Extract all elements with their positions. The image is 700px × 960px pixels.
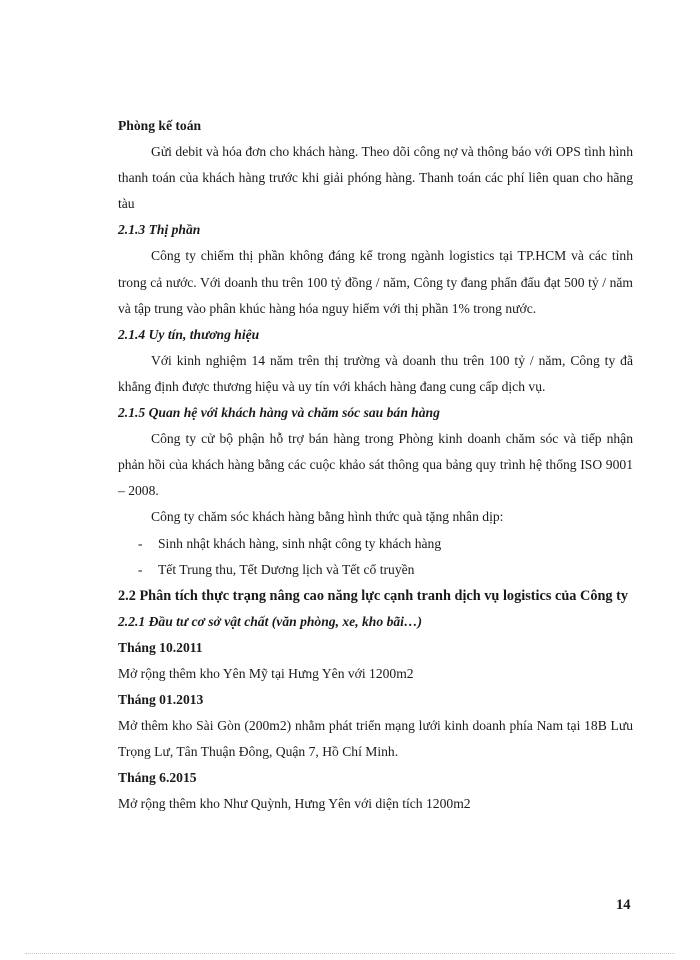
- milestone-body: Mở rộng thêm kho Như Quỳnh, Hưng Yên với diện tích 1200m2: [118, 796, 471, 812]
- phong-ke-toan-body: Gửi debit và hóa đơn cho khách hàng. Theo dõi công nợ và thông báo với OPS tình hình thanh toán của khách hàng trước khi giải phóng hàng. Thanh toán các phí liên quan cho hãng tàu: [118, 144, 633, 212]
- milestone-body: Mở thêm kho Sài Gòn (200m2) nhằm phát triển mạng lưới kinh doanh phía Nam tại 18B Lưu Trọng Lư, Tân Thuận Đông, Quận 7, Hồ Chí Minh.: [118, 718, 633, 760]
- milestone-body: Mở rộng thêm kho Yên Mỹ tại Hưng Yên với 1200m2: [118, 665, 414, 681]
- quan-he-body: Công ty cử bộ phận hỗ trợ bán hàng trong Phòng kinh doanh chăm sóc và tiếp nhận phản hồi của khách hàng bằng các cuộc khảo sát thông qua bảng quy trình hệ thống ISO 9001 – 2008.: [118, 431, 633, 499]
- uy-tin-body: Với kinh nghiệm 14 năm trên thị trường và doanh thu trên 100 tỷ / năm, Công ty đã khẳng định được thương hiệu và uy tín với khách hàng đang cung cấp dịch vụ.: [118, 352, 633, 394]
- cham-soc-intro: Công ty chăm sóc khách hàng bằng hình thức quà tặng nhân dịp:: [151, 509, 504, 525]
- dau-tu-heading: 2.2.1 Đầu tư cơ sở vật chất (văn phòng, xe, kho bãi…): [118, 613, 423, 629]
- bullet-text: Tết Trung thu, Tết Dương lịch và Tết cổ truyền: [158, 561, 415, 577]
- list-item: [118, 531, 633, 557]
- bullet-text: Sinh nhật khách hàng, sinh nhật công ty khách hàng: [158, 535, 442, 551]
- milestone-heading: Tháng 10.2011: [118, 639, 203, 655]
- bullet-marker: -: [138, 561, 143, 577]
- bullet-marker: -: [138, 535, 143, 551]
- milestone-heading: Tháng 01.2013: [118, 692, 204, 708]
- section-2-2-heading: 2.2 Phân tích thực trạng nâng cao năng lực cạnh tranh dịch vụ logistics của Công ty: [118, 587, 629, 604]
- list-item: [118, 557, 633, 583]
- quan-he-heading: 2.1.5 Quan hệ với khách hàng và chăm sóc sau bán hàng: [118, 405, 440, 421]
- uy-tin-heading: 2.1.4 Uy tín, thương hiệu: [118, 326, 260, 342]
- milestone-heading: Tháng 6.2015: [118, 770, 197, 786]
- page-bottom-border: [25, 953, 675, 954]
- thi-phan-body: Công ty chiếm thị phần không đáng kể trong ngành logistics tại TP.HCM và các tỉnh trong cả nước. Với doanh thu trên 100 tỷ đồng / năm, Công ty đang phấn đấu đạt 500 tỷ / năm và tập trung vào phân khúc hàng hóa nguy hiểm với thị phần 1% trong nước.: [118, 248, 633, 316]
- document-body: [118, 113, 633, 818]
- phong-ke-toan-heading: Phòng kế toán: [118, 118, 202, 133]
- thi-phan-heading: 2.1.3 Thị phần: [118, 222, 201, 238]
- page-number: 14: [616, 897, 631, 913]
